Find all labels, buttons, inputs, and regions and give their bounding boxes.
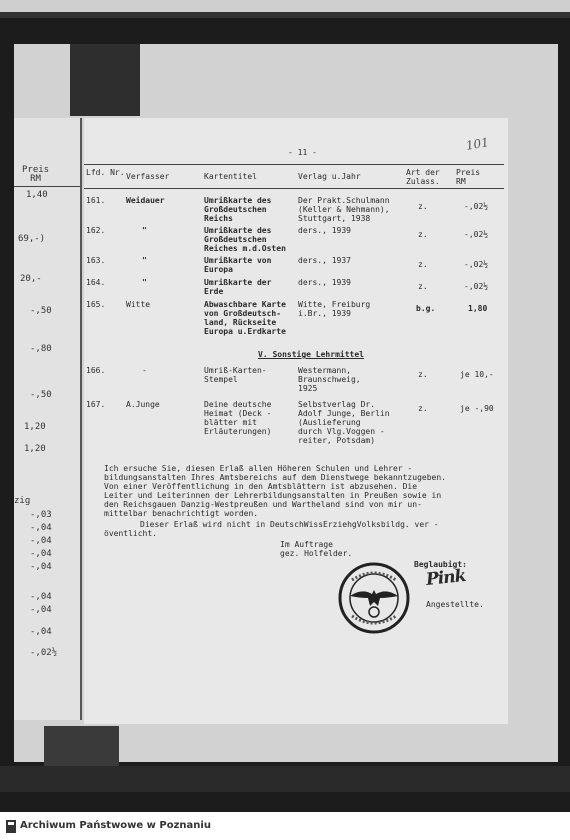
row-price: 1,80: [468, 304, 488, 313]
row-price: je -,90: [460, 404, 494, 413]
row-publisher: Witte, Freiburg i.Br., 1939: [298, 300, 371, 318]
row-author: ": [142, 226, 147, 235]
slip-rule: [14, 186, 80, 187]
table-top-rule: [84, 164, 504, 165]
slip-price: -,04: [30, 592, 52, 602]
body-paragraph: Ich ersuche Sie, diesen Erlaß allen Höheren Schulen und Lehrer - bildungsanstalten Ihres Amtsbereichs auf dem Dienstwege bekanntzugeben. Von einer Veröffentlichung in den Amtsblättern ist abzusehen. Die Leiter und Leiterinnen der Lehrerbildungsanstalten in Preußen sowie in den Reichsgauen Danzig-Westpreußen und Wartheland sind von mir un- mittelbar benachrichtigt worden.: [104, 464, 446, 518]
handwritten-number: 101: [464, 135, 490, 153]
table-row: [84, 400, 508, 445]
slip-price: -,50: [30, 306, 52, 316]
row-type: z.: [418, 260, 428, 269]
slip-price: -,02½: [30, 648, 58, 658]
row-publisher: Der Prakt.Schulmann (Keller & Nehmann), Stuttgart, 1938: [298, 196, 390, 223]
section-heading: V. Sonstige Lehrmittel: [258, 350, 364, 359]
scan-top-band: [0, 0, 570, 12]
slip-price: -,04: [30, 536, 52, 546]
col-header-type: Art der Zulass.: [406, 168, 440, 186]
row-nr: 167.: [86, 400, 106, 409]
scan-dark-band: [0, 12, 570, 18]
row-author: Witte: [126, 300, 151, 309]
row-publisher: ders., 1939: [298, 226, 351, 235]
slip-text: zig: [14, 496, 31, 506]
slip-price: -,80: [30, 344, 52, 354]
row-price: -,02½: [464, 202, 489, 211]
row-author: Weidauer: [126, 196, 165, 205]
row-type: z.: [418, 230, 428, 239]
col-header-nr: Lfd. Nr.: [86, 168, 125, 177]
slip-price: -,03: [30, 510, 52, 520]
slip-header: Preis RM: [22, 165, 50, 184]
eagle-seal-icon: [338, 562, 410, 634]
row-type: z.: [418, 370, 428, 379]
row-type: z.: [418, 282, 428, 291]
slip-price: -,04: [30, 627, 52, 637]
row-nr: 166.: [86, 366, 106, 375]
row-author: -: [142, 366, 147, 375]
row-title: Deine deutsche Heimat (Deck - blätter mit Erläuterungen): [204, 400, 272, 436]
slip-price: 1,20: [24, 422, 46, 432]
table-header-rule: [84, 188, 504, 189]
slip-price: 1,40: [26, 190, 48, 200]
slip-price: -,04: [30, 523, 52, 533]
row-author: A.Junge: [126, 400, 160, 409]
row-nr: 164.: [86, 278, 106, 287]
col-header-price: Preis RM: [456, 168, 481, 186]
table-row: [84, 226, 508, 253]
row-nr: 163.: [86, 256, 106, 265]
row-type: z.: [418, 404, 428, 413]
table-row: [84, 256, 508, 274]
table-row: [84, 196, 508, 223]
row-price: -,02½: [464, 282, 489, 291]
film-edge-strip: [0, 766, 570, 792]
row-author: ": [142, 256, 147, 265]
slip-price: -,04: [30, 562, 52, 572]
official-seal-stamp: [338, 562, 410, 634]
row-price: -,02½: [464, 260, 489, 269]
table-row: [84, 366, 508, 393]
slip-price: -,04: [30, 549, 52, 559]
row-type: z.: [418, 202, 428, 211]
signature-block: Im Auftrage gez. Holfelder.: [280, 540, 353, 558]
table-row: [84, 278, 508, 296]
row-title: Umrißkarte der Erde: [204, 278, 272, 296]
row-title: Umrißkarte des Großdeutschen Reichs: [204, 196, 272, 223]
slip-price: 1,20: [24, 444, 46, 454]
col-header-title: Kartentitel: [204, 172, 257, 181]
dark-blot: [70, 44, 140, 116]
row-publisher: Westermann, Braunschweig, 1925: [298, 366, 361, 393]
distribution-note: Dieser Erlaß wird nicht in DeutschWissErziehgVolksbildg. ver - öventlicht.: [104, 520, 439, 538]
employee-title: Angestellte.: [426, 600, 484, 609]
row-author: ": [142, 278, 147, 287]
page-number: - 11 -: [288, 148, 317, 157]
left-price-slip: [14, 118, 82, 720]
row-title: Umriß-Karten- Stempel: [204, 366, 267, 384]
row-title: Umrißkarte des Großdeutschen Reiches m.d.Osten: [204, 226, 286, 253]
row-price: je 10,-: [460, 370, 494, 379]
col-header-author: Verfasser: [126, 172, 170, 181]
slip-price: -,50: [30, 390, 52, 400]
row-type: b.g.: [416, 304, 436, 313]
slip-price: 69,-): [18, 234, 46, 244]
certified-label: Beglaubigt:: [414, 560, 467, 569]
slip-price: -,04: [30, 605, 52, 615]
row-nr: 161.: [86, 196, 106, 205]
row-price: -,02½: [464, 230, 489, 239]
document-page: [84, 118, 508, 724]
col-header-publisher: Verlag u.Jahr: [298, 172, 361, 181]
row-publisher: ders., 1937: [298, 256, 351, 265]
row-nr: 162.: [86, 226, 106, 235]
archive-footer: [0, 812, 570, 840]
row-title: Abwaschbare Karte von Großdeutsch- land, Rückseite Europa u.Erdkarte: [204, 300, 286, 336]
slip-price: 20,-: [20, 274, 42, 284]
row-publisher: Selbstverlag Dr. Adolf Junge, Berlin (Auslieferung durch Vlg.Voggen - reiter, Potsdam): [298, 400, 390, 445]
handwritten-signature: Pink: [425, 565, 467, 591]
dark-blot: [44, 726, 119, 766]
archive-name: Archiwum Państwowe w Poznaniu: [20, 820, 211, 831]
archive-logo-icon: [6, 820, 16, 833]
row-nr: 165.: [86, 300, 106, 309]
table-row: [84, 300, 508, 336]
row-title: Umrißkarte von Europa: [204, 256, 272, 274]
row-publisher: ders., 1939: [298, 278, 351, 287]
